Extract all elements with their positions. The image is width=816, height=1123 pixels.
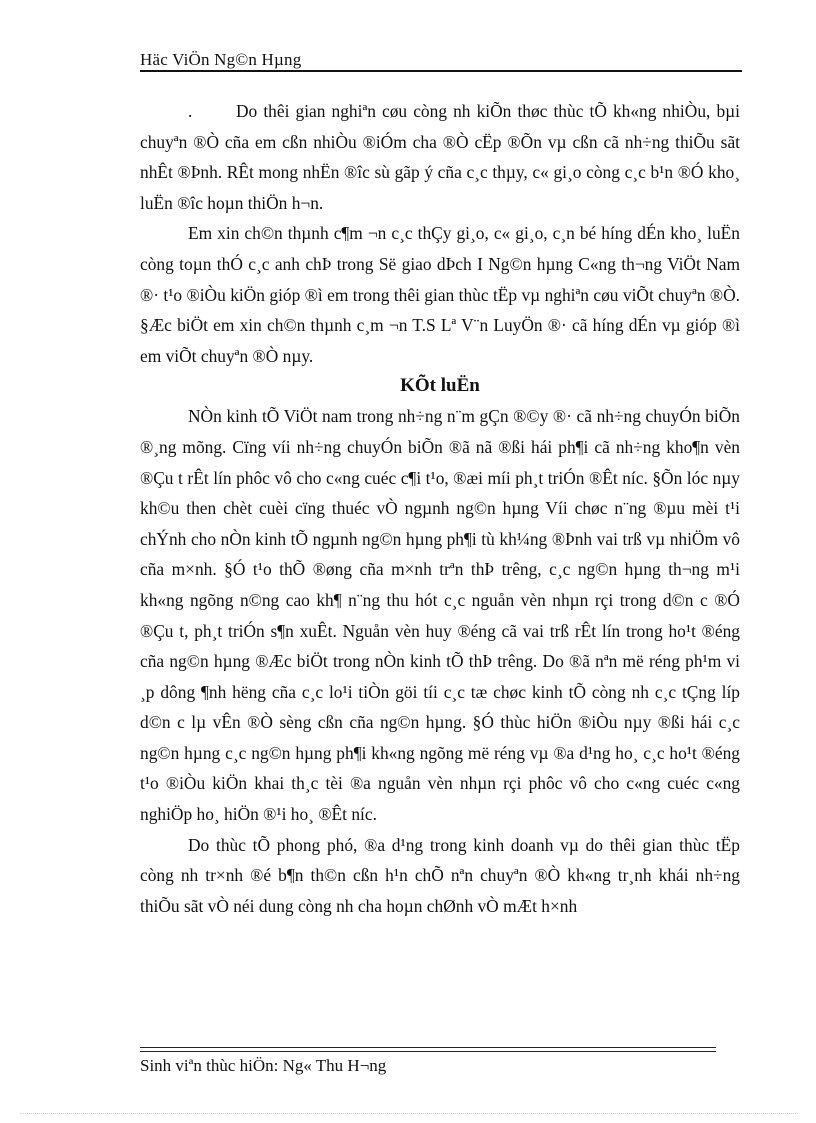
paragraph-3: NÒn kinh tÕ ViÖt nam trong nh÷ng n¨m gÇn ®©y ®· cã nh÷ng chuyÓn biÕn ®¸ng mõng. Cïng víi nh÷ng chuyÓn biÕn ®ã nã ®ßi hái ph¶i cã nh÷ng kho¶n vèn ®Çu t rÊt lín phôc vô cho c«ng cuéc c¶i t¹o, ®æi míi ph¸t triÓn ®Êt níc. §Õn lóc nµy kh©u then chèt cuèi cïng thuéc vÒ ngµnh ng©n hµng Víi chøc n¨ng ®µu mèi t¹i chÝnh cho nÒn kinh tÕ ngµnh ng©n hµng ph¶i tù kh¼ng ®Þnh vai trß vµ nhiÖm vô cña m×nh. §Ó t¹o thÕ ®øng cña m×nh trªn thÞ trêng, c¸c ng©n hµng th¬ng m¹i kh«ng ngõng n©ng cao kh¶ n¨ng thu hót c¸c nguån vèn nhµn rçi trong d©n c ®Ó ®Çu t, ph¸t triÓn s¶n xuÊt. Nguån vèn huy ®éng cã vai trß rÊt lín trong ho¹t ®éng cña ng©n hµng ®Æc biÖt trong nÒn kinh tÕ thÞ trêng. Do ®ã nªn më réng ph¹m vi ¸p dông ¶nh hëng cña c¸c lo¹i tiÒn göi tíi c¸c tæ chøc kinh tÕ còng nh c¸c tÇng líp d©n c lµ vÊn ®Ò sèng cßn cña ng©n hµng. §Ó thùc hiÖn ®iÒu nµy ®ßi hái c¸c ng©n hµng c¸c ng©n hµng ph¶i kh«ng ngõng më réng vµ ®a d¹ng ho¸ c¸c ho¹t ®éng t¹o ®iÒu kiÖn khai th¸c tèi ®a nguån vèn nhµn rçi phôc vô cho c«ng cuéc c«ng nghiÖp ho¸ hiÖn ®¹i ho¸ ®Êt níc. xyxy=(140,406,740,825)
paragraph-1-lead: . xyxy=(188,101,193,121)
footer-author: Sinh viªn thùc hiÖn: Ng« Thu H¬ng xyxy=(140,1056,387,1075)
footer-divider-bottom xyxy=(140,1051,716,1052)
paragraph-4: Do thùc tÕ phong phó, ®a d¹ng trong kinh doanh vµ do thêi gian thùc tËp còng nh tr×nh ®é b¶n th©n cßn h¹n chÕ nªn chuyªn ®Ò kh«ng tr¸nh khái nh÷ng thiÕu sãt vÒ néi dung còng nh cha hoµn chØnh vÒ mÆt h×nh xyxy=(140,834,740,916)
header-divider xyxy=(140,70,742,72)
paragraph-1 xyxy=(140,96,740,218)
footer-divider-top xyxy=(140,1047,716,1048)
paragraph-2: Em xin ch©n thµnh c¶m ¬n c¸c thÇy gi¸o, c« gi¸o, c¸n bé híng dÉn kho¸ luËn còng toµn thÓ c¸c anh chÞ trong Së giao dÞch I Ng©n hµng C«ng th¬ng ViÖt Nam ®· t¹o ®iÒu kiÖn gióp ®ì em trong thêi gian thùc tËp vµ nghiªn cøu viÕt chuyªn ®Ò. §Æc biÖt em xin ch©n thµnh c¸m ¬n T.S Lª V¨n LuyÖn ®· cã híng dÉn vµ gióp ®ì em viÕt chuyªn ®Ò nµy. xyxy=(140,223,740,366)
page-bottom-edge xyxy=(20,1113,796,1114)
document-body xyxy=(140,96,740,921)
section-heading-conclusion: KÕt luËn xyxy=(400,375,480,397)
paragraph-1-text: Do thêi gian nghiªn cøu còng nh kiÕn thøc thùc tÕ kh«ng nhiÒu, bµi chuyªn ®Ò cña em cßn nhiÒu ®iÓm cha ®Ò cËp ®Õn vµ cßn cã nh÷ng thiÕu sãt nhÊt ®Þnh. RÊt mong nhËn ®îc sù gãp ý cña c¸c thµy, c« gi¸o còng c¸c b¹n ®Ó kho¸ luËn ®îc hoµn thiÖn h¬n. xyxy=(140,101,740,213)
page-header-title: Häc ViÖn Ng©n Hµng xyxy=(140,50,302,69)
